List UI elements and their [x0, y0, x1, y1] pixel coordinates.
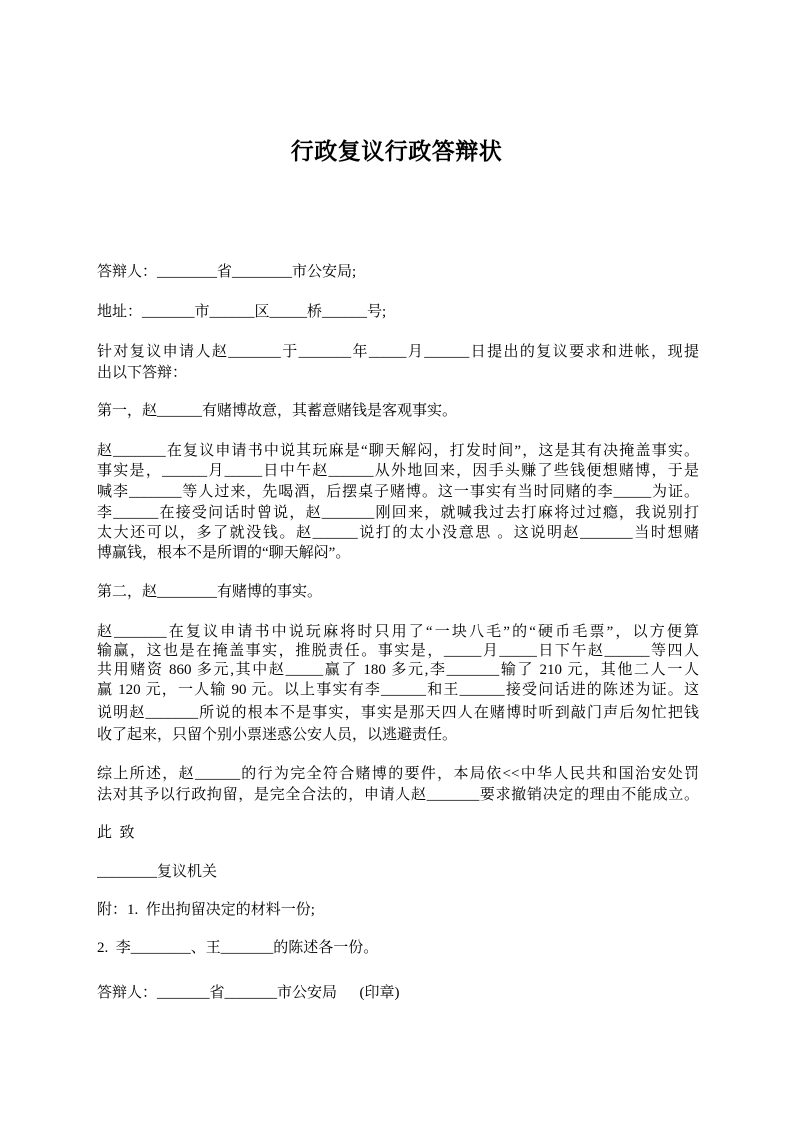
- document-title: 行政复议行政答辩状: [290, 139, 503, 165]
- paragraph-line: 法对其予以行政拘留，是完全合法的，申请人赵_______要求撤销决定的理由不能成立。: [97, 787, 699, 803]
- closing-salutation: 此 致: [97, 825, 135, 841]
- address-line: 地址：_______市______区_____桥______号;: [97, 304, 387, 320]
- intro-line: 出以下答辩：: [97, 365, 188, 381]
- paragraph-line: 赢 120 元，一人输 90 元。以上事实有李______和王______接受问话进的陈述为证。这: [97, 682, 699, 698]
- attachment-item: 2. 李________、王_______的陈述各一份。: [97, 940, 379, 956]
- paragraph-line: 李______在接受问话时曾说，赵_______刚回来，就喊我过去打麻将过过瘾，我说别打: [97, 505, 699, 521]
- point-two-heading: 第二，赵________有赌博的事实。: [97, 584, 323, 600]
- paragraph-line: 输赢，这也是在掩盖事实，推脱责任。事实是，_____月_____日下午赵______等四人: [97, 643, 699, 659]
- signature-line: 答辩人：_______省_______市公安局 (印章): [97, 985, 400, 1001]
- paragraph-line: 博赢钱，根本不是所谓的“聊天解闷”。: [97, 545, 351, 561]
- intro-line: 针对复议申请人赵_______于_______年_____月______日提出的复议要求和进帐，现提: [97, 344, 699, 360]
- paragraph-line: 喊李_______等人过来，先喝酒，后摆桌子赌博。这一事实有当时同赌的李_____为证。: [97, 484, 699, 500]
- paragraph-line: 赵_______在复议申请书中说其玩麻是“聊天解闷，打发时间”，这是其有决掩盖事实。: [97, 443, 699, 459]
- attachment-item: 附：1. 作出拘留决定的材料一份;: [97, 902, 315, 918]
- recipient-line: ________复议机关: [97, 864, 218, 880]
- paragraph-line: 收了起来，只留个别小票迷惑公安人员，以逃避责任。: [97, 727, 458, 743]
- paragraph-line: 共用赌资 860 多元,其中赵_____赢了 180 多元,李_______输了 210 元，其他二人一人: [97, 662, 699, 678]
- point-one-heading: 第一，赵______有赌博故意，其蓄意赌钱是客观事实。: [97, 403, 458, 419]
- paragraph-line: 赵_______在复议申请书中说玩麻将时只用了“一块八毛”的“硬币毛票”，以方便算: [97, 624, 699, 640]
- paragraph-line: 事实是，______月_____日中午赵______从外地回来，因手头赚了些钱便想赌博，于是: [97, 463, 699, 479]
- paragraph-line: 太大还可以，多了就没钱。赵______说打的太小没意思 。这说明赵_______当时想赌: [97, 525, 699, 541]
- paragraph-line: 说明赵_______所说的根本不是事实，事实是那天四人在赌博时听到敲门声后匆忙把钱: [97, 705, 699, 721]
- respondent-line: 答辩人：________省________市公安局;: [97, 264, 357, 280]
- paragraph-line: 综上所述，赵______的行为完全符合赌博的要件，本局依<<中华人民共和国治安处罚: [97, 766, 699, 782]
